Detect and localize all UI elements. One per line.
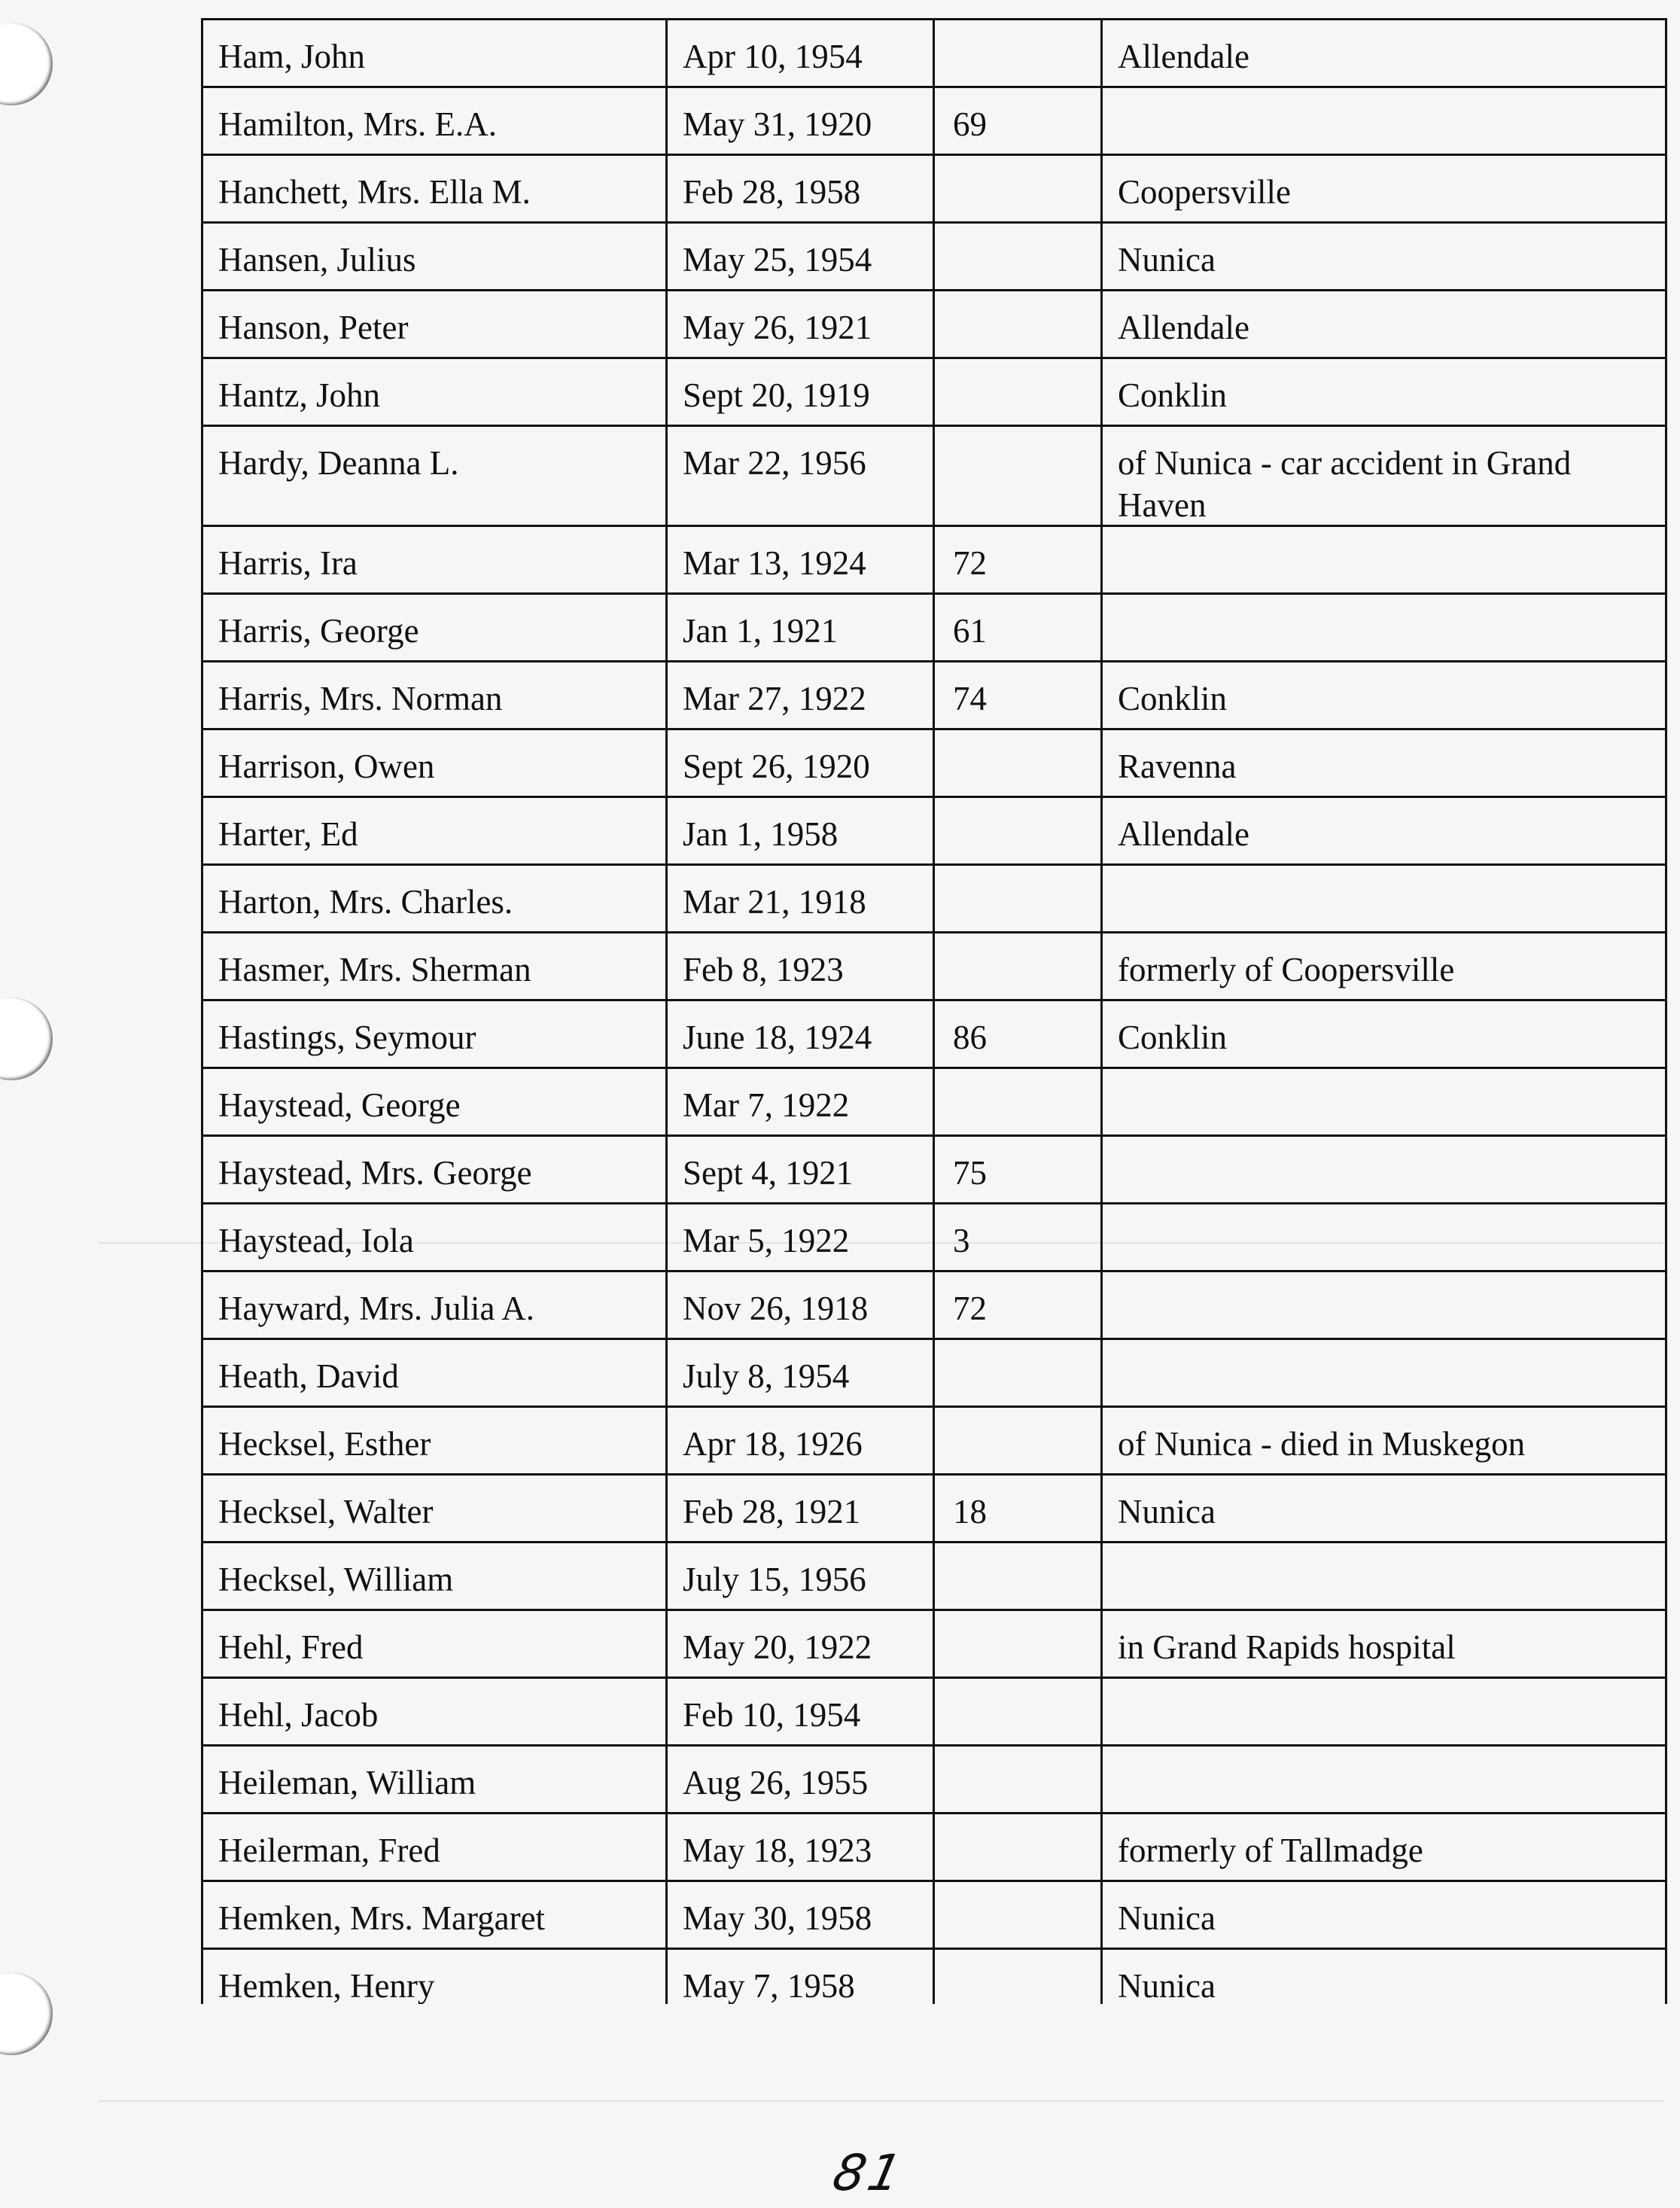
note-cell: Conklin: [1118, 680, 1228, 717]
age-cell: [935, 291, 1103, 357]
name-cell: Haystead, Iola: [203, 1205, 668, 1270]
name-cell: Hardy, Deanna L.: [203, 427, 668, 525]
age-cell: 61: [935, 595, 1103, 660]
age-cell: 18: [935, 1476, 1103, 1541]
date-cell: Mar 13, 1924: [668, 527, 935, 592]
note-cell: Nunica: [1118, 1899, 1216, 1937]
table-row: [203, 595, 1665, 662]
note-cell: [1103, 1272, 1665, 1338]
note-cell: [1103, 527, 1665, 592]
note-cell: [1103, 88, 1665, 154]
table-row: [203, 1679, 1665, 1747]
table-row: [203, 88, 1665, 156]
note-cell: Coopersville: [1118, 173, 1291, 211]
date-cell: Mar 21, 1918: [668, 866, 935, 931]
table-row: [203, 359, 1665, 427]
table-row: [203, 1137, 1665, 1205]
table-row: [203, 1476, 1665, 1543]
binder-hole: [0, 997, 53, 1080]
age-cell: [935, 1882, 1103, 1948]
name-cell: Hantz, John: [203, 359, 668, 425]
name-cell: Hanson, Peter: [203, 291, 668, 357]
age-cell: [935, 1611, 1103, 1677]
date-cell: May 25, 1954: [668, 224, 935, 289]
note-cell: [1103, 866, 1665, 931]
note-cell: [1103, 1679, 1665, 1744]
table-row: [203, 156, 1665, 224]
name-cell: Harris, Mrs. Norman: [203, 662, 668, 728]
age-cell: 3: [935, 1205, 1103, 1270]
date-cell: Apr 10, 1954: [668, 20, 935, 86]
age-cell: [935, 156, 1103, 221]
name-cell: Hemken, Mrs. Margaret: [203, 1882, 668, 1948]
date-cell: June 18, 1924: [668, 1001, 935, 1067]
note-cell: [1103, 1747, 1665, 1812]
note-cell: [1103, 1069, 1665, 1134]
name-cell: Harris, Ira: [203, 527, 668, 592]
table-row: [203, 1747, 1665, 1814]
table-row: [203, 1205, 1665, 1272]
records-table: [201, 18, 1667, 2004]
note-cell: [1103, 1543, 1665, 1609]
table-row: [203, 866, 1665, 933]
bleed-through-line: [98, 2100, 1663, 2102]
age-cell: [935, 1950, 1103, 2004]
table-row: [203, 1069, 1665, 1137]
name-cell: Hanchett, Mrs. Ella M.: [203, 156, 668, 221]
table-row: [203, 291, 1665, 359]
name-cell: Hehl, Jacob: [203, 1679, 668, 1744]
table-row: [203, 1001, 1665, 1069]
note-cell: Nunica: [1118, 1967, 1216, 2004]
age-cell: [935, 1340, 1103, 1406]
name-cell: Hamilton, Mrs. E.A.: [203, 88, 668, 154]
note-cell: of Nunica - died in Muskegon: [1118, 1425, 1526, 1463]
name-cell: Harton, Mrs. Charles.: [203, 866, 668, 931]
date-cell: Sept 26, 1920: [668, 730, 935, 796]
page-number: 81: [827, 2144, 910, 2202]
note-cell: Nunica: [1118, 241, 1216, 279]
name-cell: Harrison, Owen: [203, 730, 668, 796]
table-row: [203, 20, 1665, 88]
age-cell: [935, 798, 1103, 863]
name-cell: Hemken, Henry: [203, 1950, 668, 2004]
date-cell: Sept 4, 1921: [668, 1137, 935, 1202]
table-row: [203, 933, 1665, 1001]
name-cell: Hastings, Seymour: [203, 1001, 668, 1067]
date-cell: July 15, 1956: [668, 1543, 935, 1609]
note-cell: Ravenna: [1118, 748, 1237, 785]
name-cell: Harter, Ed: [203, 798, 668, 863]
table-row: [203, 1272, 1665, 1340]
age-cell: 75: [935, 1137, 1103, 1202]
binder-hole: [0, 23, 53, 105]
name-cell: Hecksel, Esther: [203, 1408, 668, 1473]
date-cell: May 18, 1923: [668, 1814, 935, 1880]
name-cell: Hasmer, Mrs. Sherman: [203, 933, 668, 999]
table-row: [203, 1543, 1665, 1611]
name-cell: Hansen, Julius: [203, 224, 668, 289]
name-cell: Hecksel, Walter: [203, 1476, 668, 1541]
age-cell: [935, 1543, 1103, 1609]
age-cell: [935, 427, 1103, 525]
date-cell: May 31, 1920: [668, 88, 935, 154]
table-row: [203, 662, 1665, 730]
note-cell: [1103, 595, 1665, 660]
date-cell: Mar 22, 1956: [668, 427, 935, 525]
table-row: [203, 730, 1665, 798]
age-cell: [935, 866, 1103, 931]
name-cell: Heilerman, Fred: [203, 1814, 668, 1880]
name-cell: Hecksel, William: [203, 1543, 668, 1609]
name-cell: Heath, David: [203, 1340, 668, 1406]
name-cell: Harris, George: [203, 595, 668, 660]
table-row: [203, 527, 1665, 595]
date-cell: Feb 8, 1923: [668, 933, 935, 999]
date-cell: Mar 27, 1922: [668, 662, 935, 728]
note-cell: of Nunica - car accident in Grand Haven: [1118, 444, 1572, 524]
date-cell: Apr 18, 1926: [668, 1408, 935, 1473]
age-cell: 69: [935, 88, 1103, 154]
age-cell: [935, 1814, 1103, 1880]
table-row: [203, 224, 1665, 291]
name-cell: Ham, John: [203, 20, 668, 86]
age-cell: 74: [935, 662, 1103, 728]
age-cell: [935, 1069, 1103, 1134]
table-row: [203, 1814, 1665, 1882]
note-cell: in Grand Rapids hospital: [1118, 1628, 1456, 1666]
age-cell: [935, 224, 1103, 289]
name-cell: Heileman, William: [203, 1747, 668, 1812]
date-cell: Nov 26, 1918: [668, 1272, 935, 1338]
table-row: [203, 427, 1665, 527]
age-cell: 72: [935, 527, 1103, 592]
age-cell: 72: [935, 1272, 1103, 1338]
age-cell: [935, 1747, 1103, 1812]
note-cell: Nunica: [1118, 1493, 1216, 1530]
date-cell: Sept 20, 1919: [668, 359, 935, 425]
table-row: [203, 1340, 1665, 1408]
table-row: [203, 1882, 1665, 1950]
age-cell: 86: [935, 1001, 1103, 1067]
date-cell: May 20, 1922: [668, 1611, 935, 1677]
date-cell: Jan 1, 1958: [668, 798, 935, 863]
date-cell: July 8, 1954: [668, 1340, 935, 1406]
note-cell: Conklin: [1118, 1019, 1228, 1056]
table-row: [203, 798, 1665, 866]
note-cell: Allendale: [1118, 309, 1249, 346]
age-cell: [935, 730, 1103, 796]
age-cell: [935, 1408, 1103, 1473]
note-cell: [1103, 1340, 1665, 1406]
age-cell: [935, 20, 1103, 86]
table-row: [203, 1950, 1665, 2004]
name-cell: Hayward, Mrs. Julia A.: [203, 1272, 668, 1338]
name-cell: Haystead, Mrs. George: [203, 1137, 668, 1202]
date-cell: Feb 28, 1921: [668, 1476, 935, 1541]
date-cell: May 30, 1958: [668, 1882, 935, 1948]
note-cell: formerly of Tallmadge: [1118, 1832, 1423, 1869]
note-cell: Allendale: [1118, 38, 1249, 75]
age-cell: [935, 933, 1103, 999]
date-cell: Mar 5, 1922: [668, 1205, 935, 1270]
name-cell: Haystead, George: [203, 1069, 668, 1134]
date-cell: May 7, 1958: [668, 1950, 935, 2004]
note-cell: [1103, 1137, 1665, 1202]
binder-hole: [0, 1972, 53, 2055]
table-row: [203, 1408, 1665, 1476]
name-cell: Hehl, Fred: [203, 1611, 668, 1677]
date-cell: Jan 1, 1921: [668, 595, 935, 660]
age-cell: [935, 359, 1103, 425]
note-cell: [1103, 1205, 1665, 1270]
date-cell: Feb 10, 1954: [668, 1679, 935, 1744]
note-cell: Conklin: [1118, 376, 1228, 414]
date-cell: Aug 26, 1955: [668, 1747, 935, 1812]
date-cell: May 26, 1921: [668, 291, 935, 357]
age-cell: [935, 1679, 1103, 1744]
note-cell: formerly of Coopersville: [1118, 951, 1455, 988]
date-cell: Feb 28, 1958: [668, 156, 935, 221]
date-cell: Mar 7, 1922: [668, 1069, 935, 1134]
note-cell: Allendale: [1118, 815, 1249, 853]
table-row: [203, 1611, 1665, 1679]
